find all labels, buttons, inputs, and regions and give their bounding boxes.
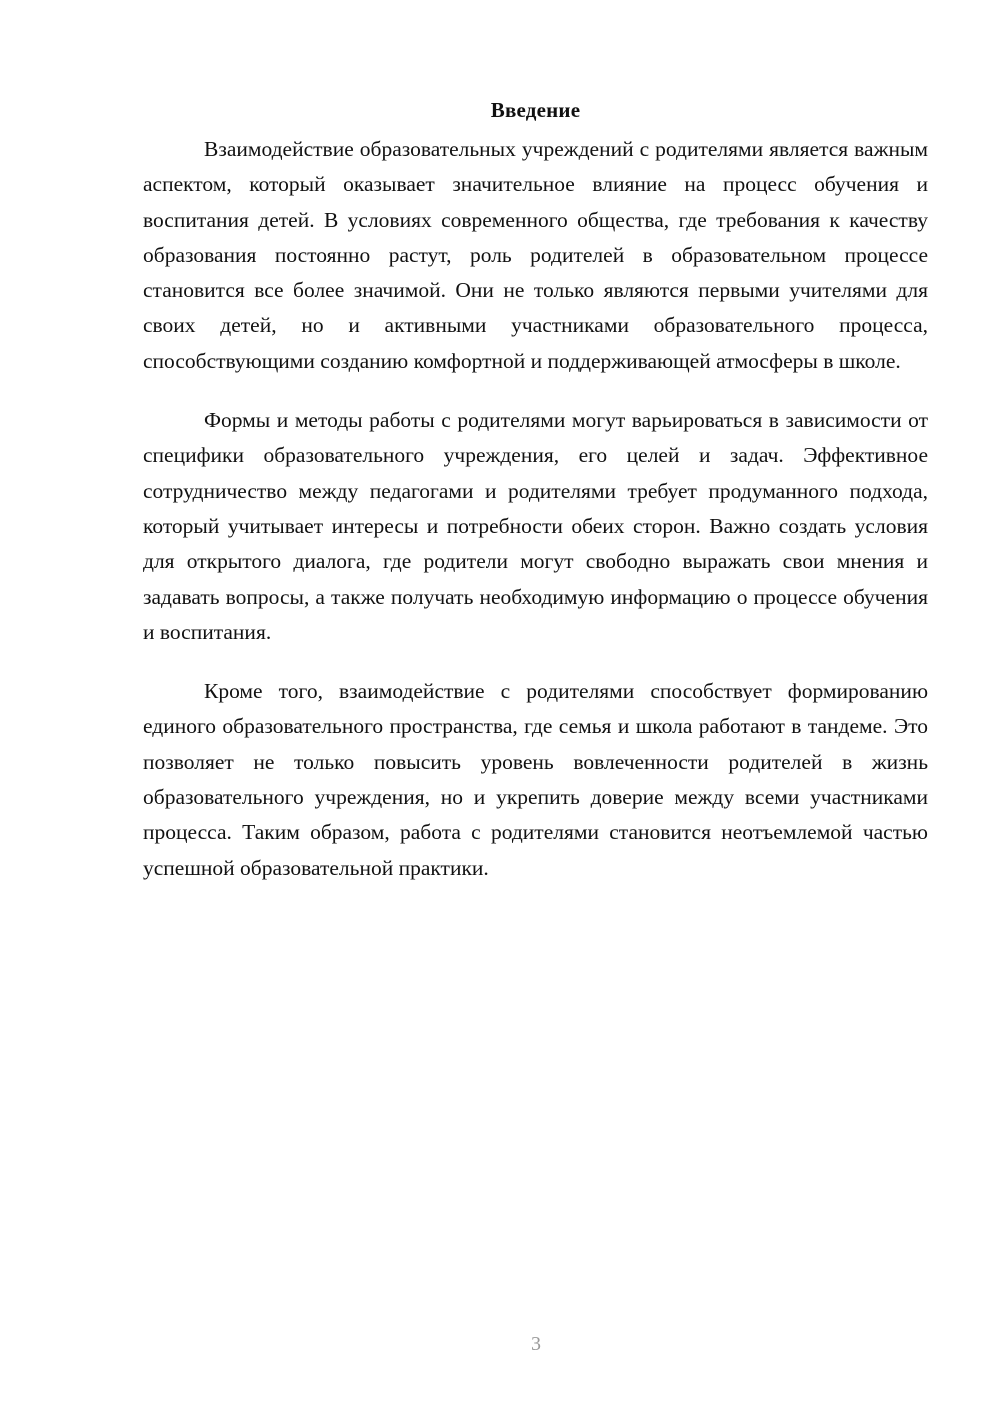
- document-page: [143, 92, 928, 910]
- paragraph-2: Формы и методы работы с родителями могут варьироваться в зависимости от специфики образовательного учреждения, его целей и задач. Эффективное сотрудничество между педагогами и родителями требует продуманного подхода, который учитывает интересы и потребности обеих сторон. Важно создать условия для открытого диалога, где родители могут свободно выражать свои мнения и задавать вопросы, а также получать необходимую информацию о процессе обучения и воспитания.: [143, 408, 928, 644]
- page-number: 3: [531, 1333, 541, 1355]
- document-title: Введение: [490, 98, 581, 122]
- paragraph-3: Кроме того, взаимодействие с родителями способствует формированию единого образовательного пространства, где семья и школа работают в тандеме. Это позволяет не только повысить уровень вовлеченности родителей в жизнь образовательного учреждения, но и укрепить доверие между всеми участниками процесса. Таким образом, работа с родителями становится неотъемлемой частью успешной образовательной практики.: [143, 679, 928, 880]
- paragraph-1: Взаимодействие образовательных учреждений с родителями является важным аспектом, который оказывает значительное влияние на процесс обучения и воспитания детей. В условиях современного общества, где требования к качеству образования постоянно растут, роль родителей в образовательном процессе становится все более значимой. Они не только являются первыми учителями для своих детей, но и активными участниками образовательного процесса, способствующими созданию комфортной и поддерживающей атмосферы в школе.: [143, 137, 928, 373]
